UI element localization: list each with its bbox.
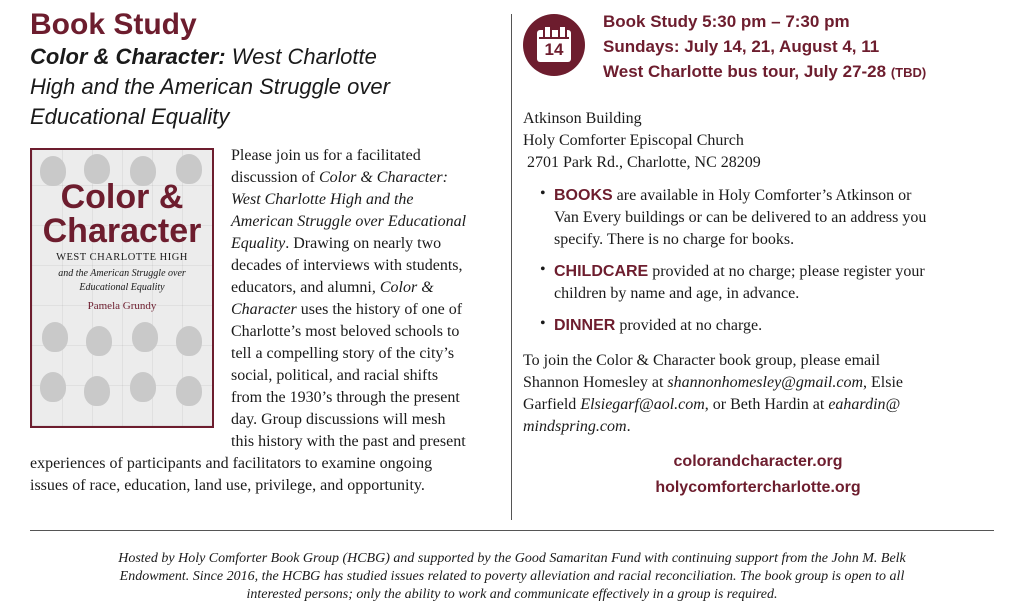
book-cover-image [30, 148, 214, 428]
bullet-childcare: CHILDCARE provided at no charge; please register your [554, 263, 925, 280]
website-link-holycomforter[interactable]: holycomfortercharlotte.org [655, 479, 861, 496]
footer-divider [30, 530, 994, 531]
cover-photo [176, 376, 202, 406]
footer-line: interested persons; only the ability to work and communicate effectively in a group is required. [246, 587, 778, 602]
website-link-colorandcharacter[interactable]: colorandcharacter.org [673, 453, 843, 470]
description-line: American Struggle over Educational [231, 213, 467, 230]
subtitle-line1: West Charlotte [225, 44, 377, 69]
address-line: 2701 Park Rd., Charlotte, NC 28209 [523, 154, 761, 171]
footer-line: Endowment. Since 2016, the HCBG has studied issues related to poverty alleviation and racial reconciliation. The book group is open to all [119, 569, 905, 584]
description-line: Equality. Drawing on nearly two [231, 235, 442, 252]
cover-photo [84, 376, 110, 406]
description-line: issues of race, education, land use, privilege, and opportunity. [30, 477, 425, 494]
cover-subtitle-1: WEST CHARLOTTE HIGH [56, 252, 188, 263]
cover-photo [42, 322, 68, 352]
footer-line: Hosted by Holy Comforter Book Group (HCBG) and supported by the Good Samaritan Fund with continuing support from the John M. Belk [118, 551, 906, 566]
cover-author: Pamela Grundy [87, 300, 157, 312]
join-line: Shannon Homesley at shannonhomesley@gmail.com, Elsie [523, 374, 903, 391]
join-line: To join the Color & Character book group, please email [523, 352, 881, 369]
bullet-books: BOOKS are available in Holy Comforter’s Atkinson or [554, 187, 912, 204]
cover-title-line1: Color & [60, 178, 184, 216]
schedule-time: Book Study 5:30 pm – 7:30 pm [603, 12, 850, 31]
cover-subtitle-3: Educational Equality [79, 282, 165, 293]
subtitle-line3: Educational Equality [30, 104, 230, 129]
cover-title-line2: Character [42, 212, 202, 250]
address-line: Holy Comforter Episcopal Church [523, 132, 744, 149]
schedule-bus-tour: West Charlotte bus tour, July 27-28 (TBD) [603, 62, 927, 81]
bullet-childcare-cont: children by name and age, in advance. [554, 285, 800, 302]
cover-photo [176, 326, 202, 356]
calendar-day: 14 [544, 40, 564, 59]
address-line: Atkinson Building [523, 110, 642, 127]
bullet-books-cont: Van Every buildings or can be delivered to an address you [554, 209, 927, 226]
join-line: mindspring.com. [523, 418, 631, 435]
description-line: experiences of participants and facilitators to examine ongoing [30, 455, 433, 472]
cover-subtitle-2: and the American Struggle over [58, 268, 186, 279]
description-line: social, political, and racial shifts [231, 367, 439, 384]
email-elsie-link[interactable]: Elsiegarf@aol.com [580, 396, 705, 413]
description-line: this history with the past and present [231, 433, 466, 450]
cover-photo [132, 322, 158, 352]
column-divider [511, 14, 512, 520]
calendar-icon [523, 14, 585, 76]
description-line: West Charlotte High and the [231, 191, 414, 208]
description-line: from the 1930’s through the present [231, 389, 460, 406]
cover-photo [86, 326, 112, 356]
description-line: discussion of Color & Character: [231, 169, 448, 186]
schedule-dates: Sundays: July 14, 21, August 4, 11 [603, 37, 880, 56]
page-title: Book Study [30, 8, 197, 41]
email-beth-link[interactable]: eahardin@ [828, 396, 901, 413]
email-beth-link-cont[interactable]: mindspring.com [523, 418, 627, 435]
cover-photo [40, 372, 66, 402]
book-subtitle [30, 42, 470, 132]
bullet-marker: • [540, 261, 546, 278]
description-line: Charlotte’s most beloved schools to [231, 323, 460, 340]
cover-photo [130, 372, 156, 402]
bullet-marker: • [540, 185, 546, 202]
subtitle-bold: Color & Character: [30, 44, 226, 69]
bullet-books-cont: specify. There is no charge for books. [554, 231, 795, 248]
description-line: day. Group discussions will mesh [231, 411, 446, 428]
bullet-marker: • [540, 315, 546, 332]
join-line: Garfield Elsiegarf@aol.com, or Beth Hardin at eahardin@ [523, 396, 901, 413]
description-line: educators, and alumni, Color & [231, 279, 434, 296]
subtitle-line2: High and the American Struggle over [30, 74, 390, 99]
description-line: decades of interviews with students, [231, 257, 463, 274]
description-line: Character uses the history of one of [231, 301, 463, 318]
cover-title [32, 180, 212, 248]
description-line: Please join us for a facilitated [231, 147, 421, 164]
description-line: tell a compelling story of the city’s [231, 345, 455, 362]
bullet-dinner: DINNER provided at no charge. [554, 317, 763, 334]
email-shannon-link[interactable]: shannonhomesley@gmail.com [667, 374, 863, 391]
